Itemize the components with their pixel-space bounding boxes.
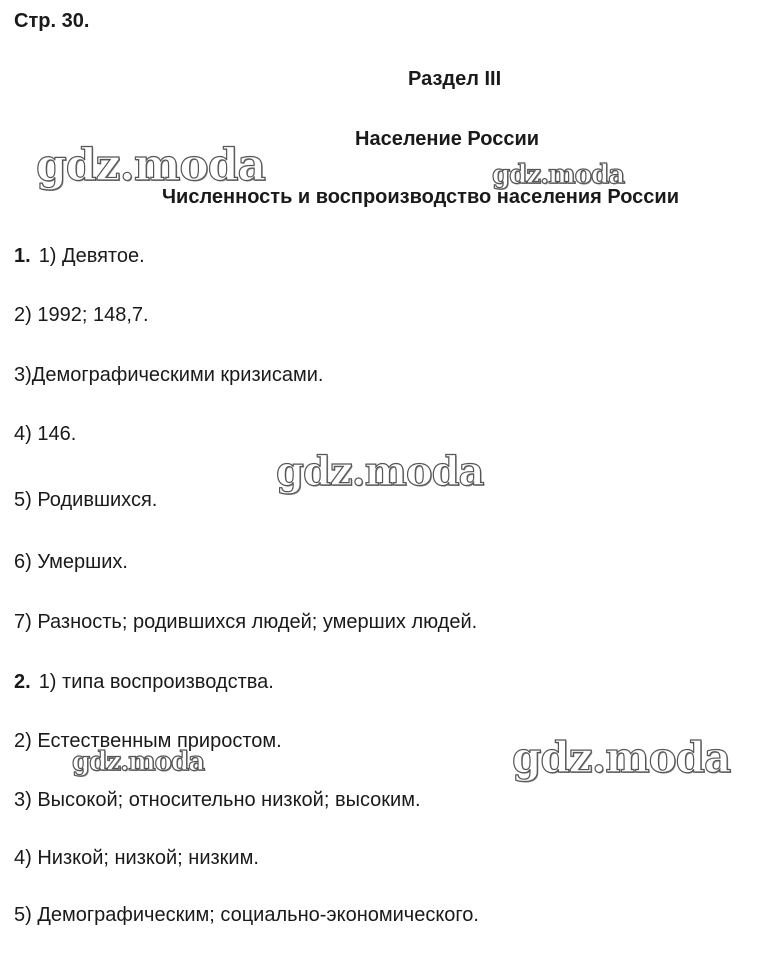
answer-line <box>14 611 477 634</box>
answer-text: 3) Высокой; относительно низкой; высоким. <box>14 789 421 811</box>
section-heading: Раздел III <box>408 68 502 90</box>
watermark-logo: gdz.moda <box>512 733 731 782</box>
answer-line <box>14 304 149 327</box>
answer-text: 1) Девятое. <box>38 245 145 267</box>
answer-text: 3)Демографическими кризисами. <box>14 364 324 386</box>
answer-text: 4) 146. <box>14 423 77 445</box>
answer-text: 2) 1992; 148,7. <box>14 304 149 326</box>
answer-line <box>14 551 128 574</box>
answer-text: 6) Умерших. <box>14 551 128 573</box>
answer-text: 5) Демографическим; социально-экономического. <box>14 904 479 926</box>
answer-text: 7) Разность; родившихся людей; умерших людей. <box>14 611 478 633</box>
answer-line <box>14 671 274 694</box>
watermark-logo: gdz.moda <box>36 140 266 191</box>
task-number: 2. <box>14 671 31 693</box>
page-reference: Стр. 30. <box>14 10 90 32</box>
answer-line <box>14 904 479 927</box>
answer-line <box>14 423 76 446</box>
answer-text: 2) Естественным приростом. <box>14 730 282 752</box>
answer-text: 4) Низкой; низкой; низким. <box>14 847 259 869</box>
subtopic-heading: Численность и воспроизводство населения России <box>162 186 680 208</box>
answer-line <box>14 245 145 268</box>
answer-text: 1) типа воспроизводства. <box>38 671 274 693</box>
answer-line <box>14 364 323 387</box>
watermark-logo: gdz.moda <box>72 747 205 777</box>
watermark-logo: gdz.moda <box>276 448 484 495</box>
watermark-logo: gdz.moda <box>492 160 625 190</box>
topic-heading: Население России <box>355 128 540 150</box>
answer-line <box>14 489 157 512</box>
answer-text: 5) Родившихся. <box>14 489 158 511</box>
answer-line <box>14 789 421 812</box>
task-number: 1. <box>14 245 31 267</box>
answer-line <box>14 847 259 870</box>
